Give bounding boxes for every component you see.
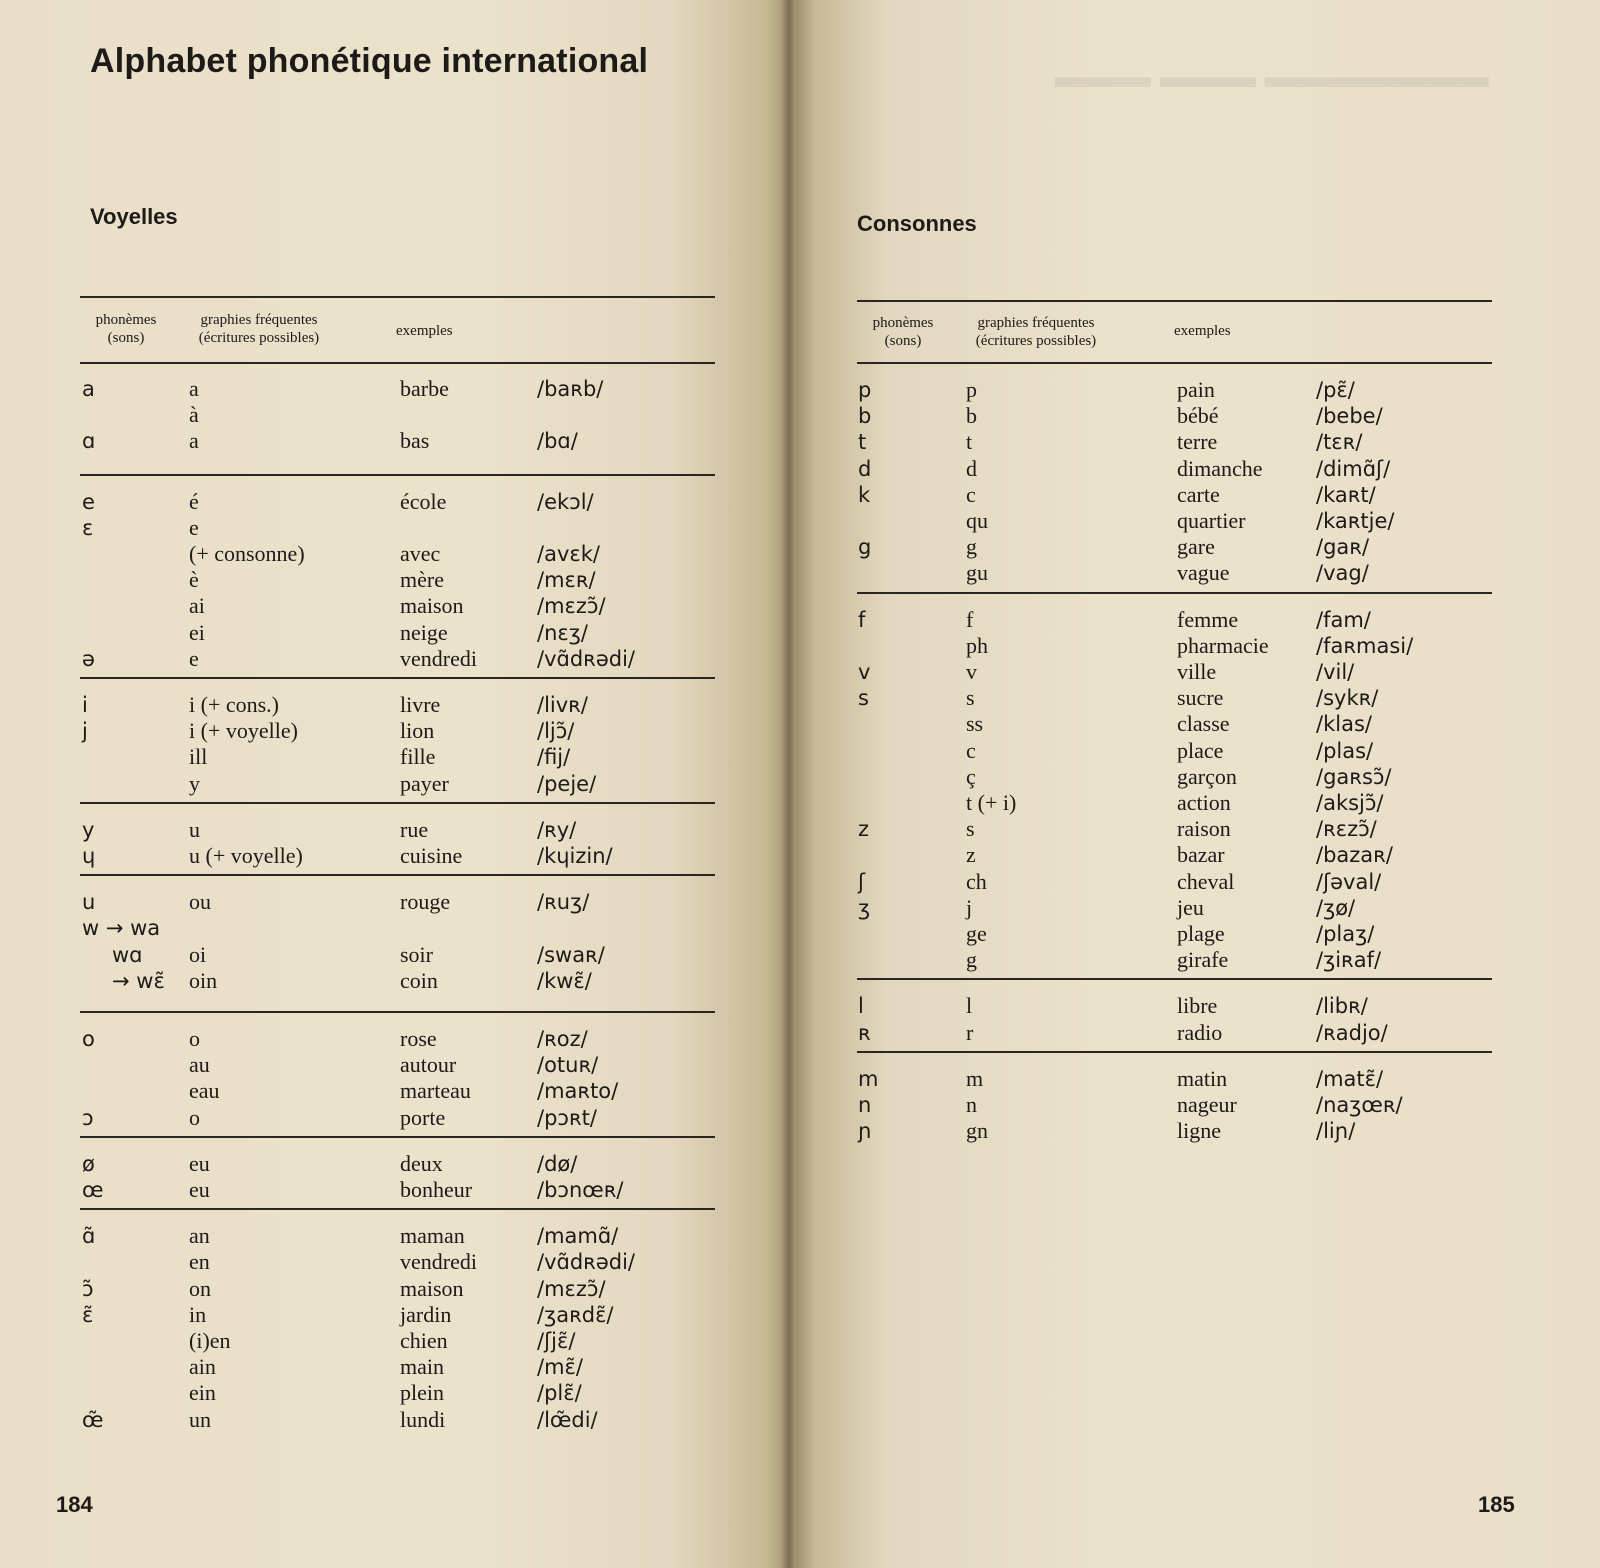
phoneme-cell: z [858, 817, 870, 842]
header-phonemes-sub: (sons) [107, 330, 145, 346]
table-row [0, 633, 1600, 659]
transcription-cell: /mɛʀ/ [537, 568, 596, 593]
column-header-graphies-right [963, 314, 1109, 350]
graphie-cell: in [189, 1301, 207, 1327]
exemple-cell: plein [400, 1380, 444, 1406]
phoneme-cell: o [82, 1027, 95, 1051]
exemple-cell: garçon [1177, 763, 1237, 789]
transcription-cell: /ʒø/ [1316, 895, 1356, 920]
table-row [0, 377, 1600, 403]
phoneme-cell: wɑ [112, 942, 143, 967]
transcription-cell: /nɛʒ/ [537, 620, 588, 645]
transcription-cell: /ʀy/ [537, 817, 577, 842]
table-row [0, 1407, 1600, 1433]
phoneme-cell: ɛ̃ [82, 1302, 94, 1327]
bleed-through-shadow: ▬▬▬ ▬▬▬ ▬▬▬▬▬▬▬ [1055, 58, 1489, 94]
exemple-cell: lundi [400, 1406, 446, 1432]
transcription-cell: /ʃjɛ̃/ [537, 1329, 576, 1353]
transcription-cell: /naʒœʀ/ [1316, 1093, 1403, 1117]
graphie-cell: u [189, 816, 200, 842]
exemple-cell: jeu [1177, 894, 1204, 920]
transcription-cell: /kaʀt/ [1316, 482, 1376, 507]
header-graphies-sub-right: (écritures possibles) [975, 333, 1097, 349]
phoneme-cell: ø [82, 1151, 95, 1176]
column-header-phonemes-right [855, 314, 951, 350]
exemple-cell: action [1177, 790, 1231, 815]
transcription-cell: /matɛ̃/ [1316, 1066, 1384, 1091]
exemple-cell: cheval [1177, 868, 1235, 894]
exemple-cell: jardin [400, 1301, 452, 1327]
graphie-cell: t (+ i) [966, 790, 1017, 815]
graphie-cell: v [966, 659, 977, 684]
exemple-cell: sucre [1177, 685, 1224, 711]
header-phonemes-label: phonèmes [95, 312, 157, 328]
table-row [0, 790, 1600, 816]
graphie-cell: e [189, 645, 199, 671]
table-row [0, 1177, 1600, 1203]
graphie-cell: on [189, 1275, 211, 1301]
transcription-cell: /libʀ/ [1316, 994, 1368, 1019]
table-row [0, 1223, 1600, 1249]
phoneme-cell: k [858, 482, 871, 507]
graphie-cell: ph [966, 632, 988, 658]
exemple-cell: dimanche [1177, 455, 1263, 481]
transcription-cell: /ʀuʒ/ [537, 890, 590, 915]
transcription-cell: /fij/ [537, 745, 571, 770]
column-header-exemples: exemples [396, 323, 453, 339]
phoneme-cell: l [858, 994, 864, 1019]
transcription-cell: /ljɔ̃/ [537, 719, 575, 744]
transcription-cell: /kaʀtje/ [1316, 509, 1395, 533]
phoneme-cell: ɛ [82, 515, 94, 540]
table-row [0, 1249, 1600, 1275]
exemple-cell: rose [400, 1026, 437, 1051]
transcription-cell: /swaʀ/ [537, 942, 605, 967]
exemple-cell: radio [1177, 1019, 1223, 1045]
table-row [0, 607, 1600, 633]
graphie-cell: r [966, 1019, 974, 1045]
transcription-cell: /plaʒ/ [1316, 922, 1375, 946]
transcription-cell: /mɛzɔ̃/ [537, 1276, 606, 1301]
graphie-cell: è [189, 567, 199, 593]
exemple-cell: barbe [400, 376, 449, 401]
graphie-cell: ch [966, 868, 987, 894]
exemple-cell: vendredi [400, 645, 477, 671]
graphie-cell: f [966, 606, 974, 632]
exemple-cell: chien [400, 1328, 448, 1353]
exemple-cell: ligne [1177, 1118, 1221, 1144]
table-row [0, 456, 1600, 482]
graphie-cell: eu [189, 1150, 210, 1176]
group-divider-rule [857, 1051, 1492, 1053]
graphie-cell: g [966, 534, 977, 560]
page-title: Alphabet phonétique international [90, 42, 649, 80]
transcription-cell: /mɛ̃/ [537, 1355, 583, 1380]
exemple-cell: femme [1177, 606, 1239, 632]
transcription-cell: /vɑ̃dʀədi/ [537, 1250, 635, 1275]
phoneme-cell: f [858, 607, 866, 632]
graphie-cell: g [966, 947, 977, 973]
section-title-voyelles: Voyelles [90, 204, 178, 229]
graphie-cell: e [189, 514, 199, 540]
exemple-cell: deux [400, 1150, 443, 1176]
graphie-cell: ain [189, 1354, 216, 1380]
transcription-cell: /lœ̃di/ [537, 1407, 598, 1432]
phoneme-cell: ɑ [82, 429, 96, 454]
table-row [0, 659, 1600, 685]
graphie-cell: (i)en [189, 1328, 231, 1353]
transcription-cell: /mɛzɔ̃/ [537, 594, 606, 619]
exemple-cell: porte [400, 1104, 446, 1130]
column-header-graphies [186, 311, 332, 347]
transcription-cell: /bazaʀ/ [1316, 843, 1393, 868]
transcription-cell: /gaʀ/ [1316, 535, 1370, 560]
column-header-exemples-right: exemples [1174, 323, 1231, 339]
exemple-cell: lion [400, 718, 435, 744]
exemple-cell: place [1177, 737, 1224, 763]
transcription-cell: /vag/ [1316, 561, 1369, 586]
graphie-cell: é [189, 488, 199, 514]
transcription-cell: /mamɑ̃/ [537, 1224, 619, 1249]
transcription-cell: /tɛʀ/ [1316, 430, 1363, 455]
group-divider-rule [80, 1208, 715, 1210]
page-number-right: 185 [1478, 1492, 1515, 1517]
transcription-cell: /otuʀ/ [537, 1053, 599, 1078]
transcription-cell: /kɥizin/ [537, 844, 613, 868]
phoneme-cell: w → wa [82, 916, 161, 941]
transcription-cell: /dimɑ̃ʃ/ [1316, 456, 1391, 481]
exemple-cell: vendredi [400, 1249, 477, 1275]
transcription-cell: /peje/ [537, 771, 597, 796]
column-header-phonemes [78, 311, 174, 347]
exemple-cell: école [400, 488, 447, 514]
graphie-cell: t [966, 429, 973, 455]
exemple-cell: gare [1177, 534, 1215, 560]
graphie-cell: an [189, 1223, 210, 1249]
header-graphies-label-right: graphies fréquentes [977, 315, 1095, 331]
table-row [0, 560, 1600, 586]
graphie-cell: ç [966, 763, 976, 789]
transcription-cell: /gaʀsɔ̃/ [1316, 764, 1392, 789]
exemple-cell: marteau [400, 1078, 471, 1104]
exemple-cell: matin [1177, 1065, 1228, 1091]
transcription-cell: /maʀto/ [537, 1079, 619, 1104]
phoneme-cell: t [858, 430, 867, 455]
graphie-cell: l [966, 993, 973, 1019]
graphie-cell: c [966, 737, 976, 763]
graphie-cell: ss [966, 711, 984, 737]
exemple-cell: mère [400, 567, 444, 593]
phoneme-cell: p [858, 378, 872, 402]
table-row [0, 1276, 1600, 1302]
transcription-cell: /ʒiʀaf/ [1316, 948, 1382, 973]
transcription-cell: /ʀɛzɔ̃/ [1316, 817, 1377, 842]
graphie-cell: u (+ voyelle) [189, 843, 303, 868]
transcription-cell: /kwɛ̃/ [537, 968, 592, 993]
graphie-cell: z [966, 842, 976, 868]
section-title-consonnes: Consonnes [857, 211, 977, 236]
table-row [0, 508, 1600, 534]
transcription-cell: /ʀadjo/ [1316, 1020, 1388, 1045]
graphie-cell: a [189, 376, 199, 401]
transcription-cell: /vɑ̃dʀədi/ [537, 646, 635, 671]
page-number-left: 184 [56, 1492, 93, 1517]
header-bottom-rule [80, 362, 715, 364]
transcription-cell: /dø/ [537, 1151, 578, 1176]
exemple-cell: bébé [1177, 403, 1219, 429]
phoneme-cell: j [82, 719, 88, 744]
exemple-cell: carte [1177, 481, 1220, 507]
phoneme-cell: y [82, 817, 95, 842]
phoneme-cell: m [858, 1066, 879, 1091]
exemple-cell: maison [400, 593, 464, 619]
graphie-cell: à [189, 402, 199, 428]
phoneme-cell: ʀ [858, 1020, 871, 1045]
exemple-cell: cuisine [400, 843, 463, 868]
transcription-cell: /avɛk/ [537, 542, 600, 566]
graphie-cell: d [966, 455, 977, 481]
transcription-cell: /liɲ/ [1316, 1119, 1356, 1144]
graphie-cell: s [966, 685, 975, 711]
table-row [0, 764, 1600, 790]
table-row [0, 1302, 1600, 1328]
exemple-cell: fille [400, 744, 436, 770]
header-graphies-sub: (écritures possibles) [198, 330, 320, 346]
graphie-cell: o [189, 1026, 200, 1051]
graphie-cell: ill [189, 744, 208, 770]
exemple-cell: bonheur [400, 1177, 473, 1202]
transcription-cell: /ekɔl/ [537, 489, 594, 514]
table-row [0, 869, 1600, 895]
phoneme-cell: a [82, 377, 95, 401]
phoneme-cell: ɔ [82, 1105, 94, 1130]
phoneme-cell: ɲ [858, 1119, 872, 1144]
exemple-cell: vague [1177, 560, 1230, 586]
transcription-cell: /sykʀ/ [1316, 686, 1379, 711]
exemple-cell: terre [1177, 429, 1218, 455]
exemple-cell: main [400, 1354, 444, 1380]
graphie-cell: ei [189, 619, 205, 645]
header-phonemes-label-right: phonèmes [872, 315, 934, 331]
table-top-rule [80, 296, 715, 298]
transcription-cell: /plɛ̃/ [537, 1381, 582, 1406]
exemple-cell: ville [1177, 659, 1217, 684]
transcription-cell: /bɑ/ [537, 429, 578, 454]
phoneme-cell: œ [82, 1178, 104, 1202]
graphie-cell: eau [189, 1078, 220, 1104]
table-row [0, 921, 1600, 947]
exemple-cell: libre [1177, 993, 1218, 1019]
transcription-cell: /pɔʀt/ [537, 1105, 597, 1130]
exemple-cell: payer [400, 770, 449, 796]
table-row [0, 685, 1600, 711]
table-row [0, 1066, 1600, 1092]
table-row [0, 534, 1600, 560]
transcription-cell: /aksjɔ̃/ [1316, 791, 1384, 815]
transcription-cell: /livʀ/ [537, 693, 588, 717]
exemple-cell: bazar [1177, 842, 1225, 868]
exemple-cell: avec [400, 541, 441, 566]
graphie-cell: ein [189, 1380, 216, 1406]
phoneme-cell: ɔ̃ [82, 1276, 94, 1301]
phoneme-cell: b [858, 404, 872, 429]
graphie-cell: n [966, 1092, 977, 1117]
graphie-cell: ai [189, 593, 205, 619]
table-row [0, 429, 1600, 455]
phoneme-cell: g [858, 535, 872, 560]
group-divider-rule [857, 978, 1492, 980]
exemple-cell: rue [400, 816, 429, 842]
exemple-cell: autour [400, 1052, 457, 1078]
table-row [0, 1118, 1600, 1144]
table-row [0, 816, 1600, 842]
table-row [0, 711, 1600, 737]
graphie-cell: j [966, 894, 973, 920]
exemple-cell: plage [1177, 921, 1225, 946]
exemple-cell: maison [400, 1275, 464, 1301]
phoneme-cell: i [82, 693, 88, 717]
table-row [0, 1092, 1600, 1118]
graphie-cell: oi [189, 941, 207, 967]
transcription-cell: /baʀb/ [537, 377, 604, 401]
transcription-cell: /klas/ [1316, 712, 1372, 737]
graphie-cell: i (+ cons.) [189, 692, 279, 717]
exemple-cell: coin [400, 967, 438, 993]
transcription-cell: /bebe/ [1316, 404, 1383, 429]
header-graphies-label: graphies fréquentes [200, 312, 318, 328]
graphie-cell: p [966, 377, 977, 402]
table-row [0, 1020, 1600, 1046]
transcription-cell: /ʀoz/ [537, 1027, 588, 1051]
exemple-cell: classe [1177, 711, 1230, 737]
table-row [0, 1354, 1600, 1380]
phoneme-cell: ɥ [82, 844, 96, 868]
header-phonemes-sub-right: (sons) [884, 333, 922, 349]
exemple-cell: pharmacie [1177, 632, 1269, 658]
transcription-cell: /faʀmasi/ [1316, 633, 1414, 658]
exemple-cell: rouge [400, 889, 451, 915]
exemple-cell: pain [1177, 377, 1215, 402]
phoneme-cell: v [858, 660, 871, 684]
exemple-cell: bas [400, 428, 430, 454]
table-row [0, 1328, 1600, 1354]
table-row [0, 842, 1600, 868]
transcription-cell: /fam/ [1316, 607, 1371, 632]
phoneme-cell: d [858, 456, 872, 481]
table-row [0, 947, 1600, 973]
phoneme-cell: → wɛ̃ [112, 968, 165, 993]
exemple-cell: quartier [1177, 508, 1246, 533]
phoneme-cell: u [82, 890, 96, 915]
phoneme-cell: n [858, 1093, 872, 1117]
transcription-cell: /ʃəval/ [1316, 869, 1382, 894]
phoneme-cell: ʒ [858, 895, 871, 920]
graphie-cell: m [966, 1065, 984, 1091]
exemple-cell: girafe [1177, 947, 1229, 973]
graphie-cell: i (+ voyelle) [189, 718, 298, 744]
table-row [0, 895, 1600, 921]
table-row [0, 403, 1600, 429]
graphie-cell: ge [966, 921, 987, 946]
exemple-cell: raison [1177, 816, 1231, 842]
header-bottom-rule-right [857, 362, 1492, 364]
exemple-cell: maman [400, 1223, 465, 1249]
exemple-cell: soir [400, 941, 433, 967]
graphie-cell: (+ consonne) [189, 541, 305, 566]
transcription-cell: /vil/ [1316, 660, 1355, 684]
group-divider-rule [857, 592, 1492, 594]
table-row [0, 993, 1600, 1019]
graphie-cell: qu [966, 508, 988, 533]
phoneme-cell: ɑ̃ [82, 1224, 96, 1249]
table-row [0, 482, 1600, 508]
graphie-cell: o [189, 1104, 200, 1130]
phoneme-cell: ʃ [858, 869, 866, 894]
phoneme-cell: e [82, 489, 95, 514]
phoneme-cell: s [858, 686, 869, 711]
table-row [0, 1151, 1600, 1177]
phoneme-cell: œ̃ [82, 1407, 104, 1432]
transcription-cell: /plas/ [1316, 738, 1374, 763]
table-row [0, 738, 1600, 764]
transcription-cell: /ʒaʀdɛ̃/ [537, 1302, 614, 1327]
graphie-cell: s [966, 816, 975, 842]
graphie-cell: eu [189, 1177, 210, 1202]
graphie-cell: b [966, 403, 977, 429]
graphie-cell: en [189, 1249, 210, 1275]
exemple-cell: nageur [1177, 1092, 1237, 1117]
exemple-cell: neige [400, 619, 448, 645]
graphie-cell: gu [966, 560, 988, 586]
exemple-cell: livre [400, 692, 441, 717]
graphie-cell: ou [189, 889, 211, 915]
transcription-cell: /pɛ̃/ [1316, 378, 1355, 402]
graphie-cell: gn [966, 1118, 988, 1144]
phoneme-cell: ə [82, 646, 95, 671]
graphie-cell: y [189, 770, 200, 796]
graphie-cell: c [966, 481, 976, 507]
table-top-rule-right [857, 300, 1492, 302]
transcription-cell: /bɔnœʀ/ [537, 1178, 624, 1202]
table-row [0, 1380, 1600, 1406]
graphie-cell: oin [189, 967, 218, 993]
graphie-cell: a [189, 428, 199, 454]
graphie-cell: au [189, 1052, 210, 1078]
graphie-cell: un [189, 1406, 211, 1432]
